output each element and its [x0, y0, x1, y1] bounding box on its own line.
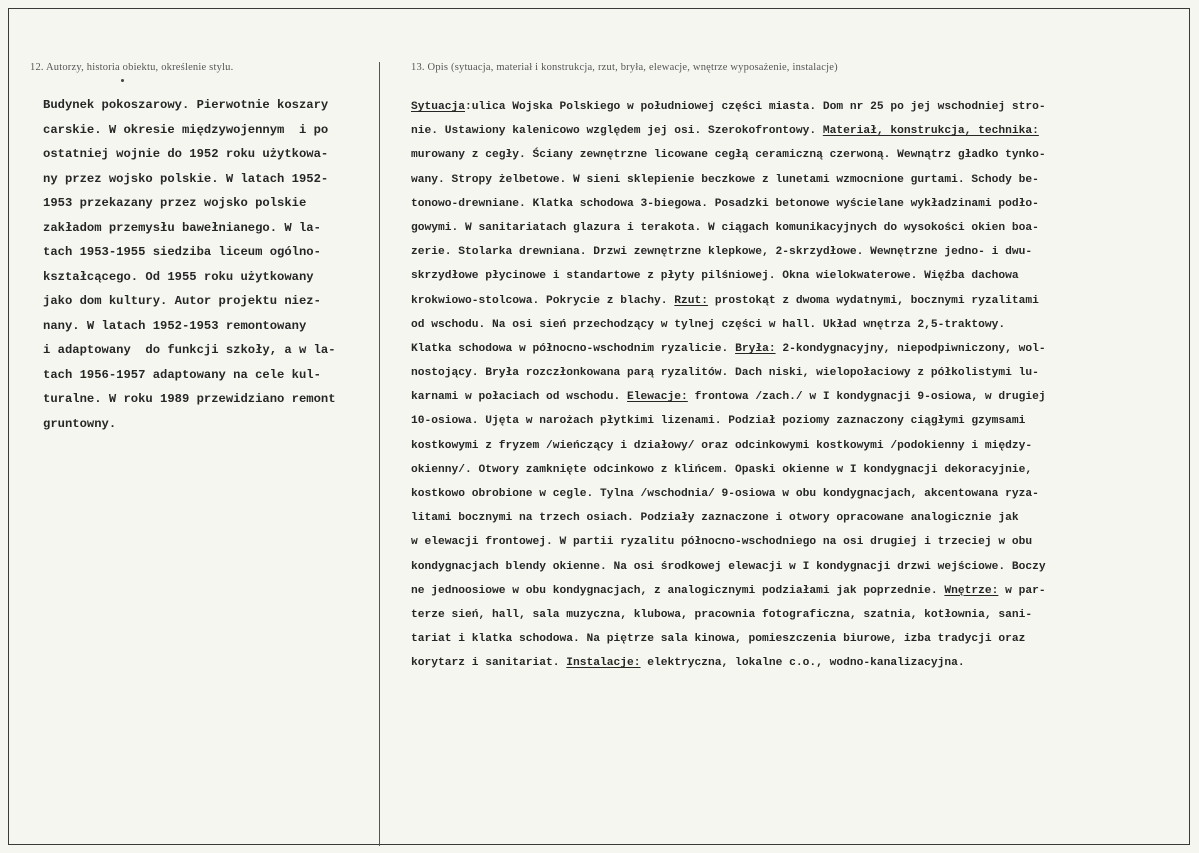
text-line — [411, 216, 1046, 240]
ink-dot — [121, 79, 124, 82]
text-line — [411, 192, 1046, 216]
text-segment: korytarz i sanitariat. — [411, 657, 567, 670]
text-line — [411, 385, 1046, 409]
text-segment: :ulica Wojska Polskiego w południowej części miasta. Dom nr 25 po jej wschodniej stro- — [465, 101, 1046, 113]
text-line: tach 1953-1955 siedziba liceum ogólno- — [43, 245, 321, 259]
text-segment: skrzydłowe płycinowe i standartowe z płyty pilśniowej. Okna wielokwaterowe. Więźba dachowa — [411, 270, 1019, 283]
text-segment: nie. Ustawiony kalenicowo względem jej osi. Szerokofrontowy. — [411, 125, 823, 138]
section-heading: Instalacje: — [566, 657, 641, 670]
text-segment: gowymi. W sanitariatach glazura i terakota. W ciągach komunikacyjnych do wysokości okien boa- — [411, 221, 1039, 234]
text-line — [411, 240, 1046, 264]
text-segment: kondygnacjach blendy okienne. Na osi środkowej elewacji w I kondygnacji drzwi wejściowe. Boczy — [411, 560, 1046, 573]
text-line — [411, 579, 1046, 603]
text-segment: kostkowo obrobione w cegle. Tylna /wschodnia/ 9-osiowa w obu kondygnacjach, akcentowana ryza- — [411, 488, 1039, 500]
text-line — [411, 264, 1046, 288]
text-segment: 10-osiowa. Ujęta w narożach płytkimi lizenami. Podział poziomy zaznaczony ciągłymi gzymsami — [411, 415, 1026, 428]
section-heading: Sytuacja — [411, 101, 466, 113]
text-line: 1953 przekazany przez wojsko polskie — [43, 196, 307, 210]
text-line — [411, 627, 1046, 651]
section-heading: Wnętrze: — [944, 584, 999, 597]
text-line — [411, 603, 1046, 627]
section-heading: Elewacje: — [627, 391, 688, 404]
text-segment: krokwiowo-stolcowa. Pokrycie z blachy. — [411, 294, 675, 307]
text-line — [411, 95, 1046, 119]
section-heading: Materiał, konstrukcja, technika: — [822, 125, 1039, 138]
text-segment: 2-kondygnacyjny, niepodpiwniczony, wol- — [775, 342, 1046, 355]
text-segment: prostokąt z dwoma wydatnymi, bocznymi ryzalitami — [708, 294, 1039, 307]
text-line — [411, 506, 1046, 530]
text-line — [411, 434, 1046, 458]
text-segment: tariat i klatka schodowa. Na piętrze sala kinowa, pomieszczenia biurowe, izba tradycji oraz — [411, 633, 1026, 646]
text-line — [411, 409, 1046, 433]
text-segment: terze sień, hall, sala muzyczna, klubowa, pracownia fotograficzna, szatnia, kotłownia, sani- — [411, 608, 1033, 621]
text-segment: Klatka schodowa w północno-wschodnim ryzalicie. — [411, 342, 736, 355]
text-segment: od wschodu. Na osi sień przechodzący w tylnej części w hall. Układ wnętrza 2,5-traktowy. — [411, 318, 1006, 331]
text-line — [411, 458, 1046, 482]
text-segment: frontowa /zach./ w I kondygnacji 9-osiowa, w drugiej — [687, 391, 1046, 404]
text-line: gruntowny. — [43, 416, 117, 431]
text-segment: kostkowymi z fryzem /wieńczący i działowy/ oraz odcinkowymi kostkowymi /podokienny i między- — [411, 439, 1033, 452]
text-line — [411, 289, 1046, 313]
text-line: nany. W latach 1952-1953 remontowany — [43, 318, 307, 333]
section-heading: Rzut: — [674, 294, 709, 307]
text-line: zakładom przemysłu bawełnianego. W la- — [43, 220, 321, 235]
text-line — [411, 555, 1046, 579]
text-segment: elektryczna, lokalne c.o., wodno-kanalizacyjna. — [640, 657, 965, 670]
section-heading: Bryła: — [735, 342, 776, 355]
text-line — [411, 337, 1046, 361]
text-line — [411, 530, 1046, 554]
text-line — [411, 119, 1046, 143]
right-column-header: 13. Opis (sytuacja, materiał i konstrukcja, rzut, bryła, elewacje, wnętrze wyposażenie, instalacje) — [411, 62, 838, 73]
text-line: ny przez wojsko polskie. W latach 1952- — [43, 171, 329, 186]
text-line: i adaptowany do funkcji szkoły, a w la- — [43, 343, 336, 357]
column-divider — [379, 62, 380, 846]
text-line — [411, 651, 1046, 675]
text-line — [411, 168, 1046, 192]
left-column-header: 12. Autorzy, historia obiektu, określenie stylu. — [30, 62, 234, 73]
text-line: tach 1956-1957 adaptowany na cele kul- — [43, 367, 321, 382]
text-line: turalne. W roku 1989 przewidziano remont — [43, 392, 336, 406]
text-segment: wany. Stropy żelbetowe. W sieni sklepienie beczkowe z lunetami wzmocnione gurtami. Schody be- — [411, 173, 1039, 186]
text-segment: ne jednoosiowe w obu kondygnacjach, z analogicznymi podziałami jak poprzednie. — [411, 584, 945, 597]
text-line — [411, 313, 1046, 337]
text-segment: w elewacji frontowej. W partii ryzalitu północno-wschodniego na osi drugiej i trzeciej w obu — [411, 536, 1033, 549]
text-segment: murowany z cegły. Ściany zewnętrzne licowane cegłą ceramiczną czerwoną. Wewnątrz gładko tynko- — [411, 149, 1046, 162]
text-line: carskie. W okresie międzywojennym i po — [43, 122, 329, 137]
text-segment: w par- — [998, 584, 1046, 597]
text-segment: nostojący. Bryła rozczłonkowana parą ryzalitów. Dach niski, wielopołaciowy z półkolistymi lu- — [411, 367, 1039, 380]
authors-history-text — [43, 93, 336, 436]
text-line — [411, 482, 1046, 506]
text-segment: zerie. Stolarka drewniana. Drzwi zewnętrzne klepkowe, 2-skrzydłowe. Wewnętrzne jedno- i dwu- — [411, 246, 1033, 259]
text-line: kształcącego. Od 1955 roku użytkowany — [43, 269, 314, 284]
text-segment: karnami w połaciach od wschodu. — [411, 391, 628, 404]
text-line — [411, 143, 1046, 167]
text-line: Budynek pokoszarowy. Pierwotnie koszary — [43, 98, 329, 112]
text-line: ostatniej wojnie do 1952 roku użytkowa- — [43, 147, 329, 161]
text-line: jako dom kultury. Autor projektu niez- — [43, 294, 321, 308]
text-line — [411, 361, 1046, 385]
description-text — [411, 95, 1046, 676]
text-segment: litami bocznymi na trzech osiach. Podziały zaznaczone i otwory opracowane analogicznie jak — [411, 512, 1019, 525]
text-segment: tonowo-drewniane. Klatka schodowa 3-biegowa. Posadzki betonowe wyścielane wykładzinami podło- — [411, 197, 1039, 210]
text-segment: okienny/. Otwory zamknięte odcinkowo z klińcem. Opaski okienne w I kondygnacji dekoracyjnie, — [411, 463, 1033, 476]
